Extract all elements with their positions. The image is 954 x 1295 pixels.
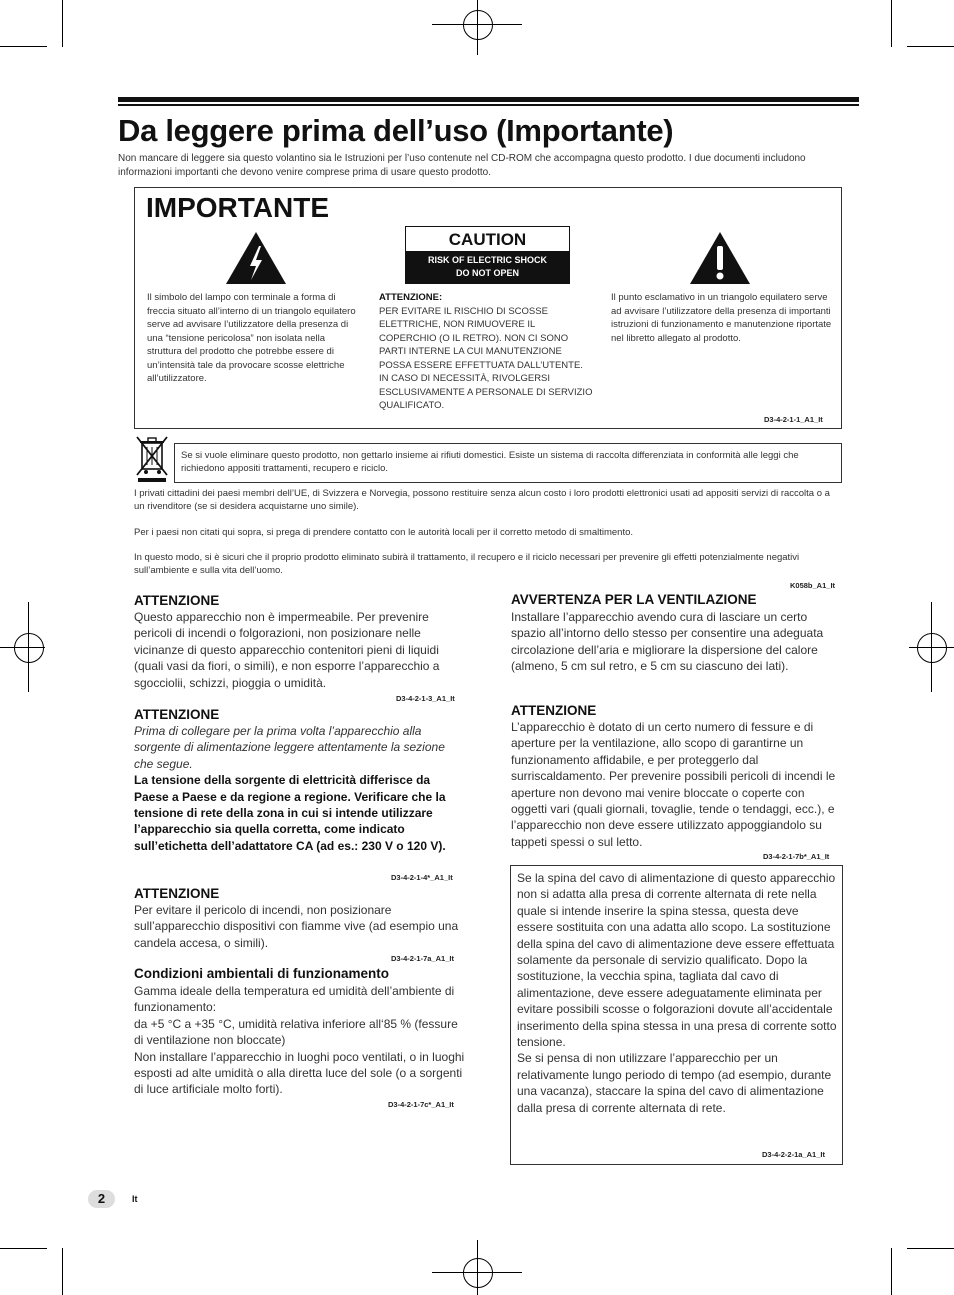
- caution-description-text: PER EVITARE IL RISCHIO DI SCOSSE ELETTRICHE, NON RIMUOVERE IL COPERCHIO (O IL RETRO). NON CI SONO PARTI INTERNE LA CUI MANUTENZIONE POSSA ESSERE EFFETTUATA DALL’UTENTE. IN CASO DI NECESSITÀ, RIVOLGERSI ESCLUSIVAMENTE A PERSONALE DI SERVIZIO QUALIFICATO.: [379, 305, 593, 411]
- section-heading: ATTENZIONE: [134, 593, 220, 608]
- header-rule-thick: [118, 97, 859, 102]
- page-title: Da leggere prima dell’uso (Importante): [118, 113, 674, 148]
- doc-code: D3-4-2-1-3_A1_It: [396, 694, 455, 703]
- exclamation-symbol-description: Il punto esclamativo in un triangolo equilatero serve ad avvisare l’utilizzatore della presenza di importanti istruzioni di funzionamento e manutenzione riportate nel libretto allegato al prodotto.: [611, 292, 832, 344]
- doc-code: K058b_A1_It: [790, 581, 836, 590]
- important-heading: IMPORTANTE: [146, 192, 330, 223]
- plug-notice-text: Se la spina del cavo di alimentazione di questo apparecchio non si adatta alla presa di corrente alternata di rete nella quale si intende inserire la spina stessa, questa deve essere sostituita con una adatta allo scopo. La sostituzione della spina del cavo di alimentazione deve essere effettuata solamente da personale di servizio qualificato. Dopo la sostituzione, la vecchia spina, tagliata dal cavo di alimentazione, deve essere adeguatamente eliminata per evitare possibili scosse o folgorazioni dovute all’accidentale inserimento della spina stessa in una presa di corrente sotto tensione. Se si pensa di non utilizzare l’apparecchio per un relativamente lungo periodo di tempo (ad esempio, durante una vacanza), staccare la spina del cavo di alimentazione dalla presa di corrente alternata di rete.: [517, 871, 837, 1115]
- caution-label: [405, 226, 570, 284]
- crossed-bin-icon: [135, 433, 169, 483]
- lightning-symbol-description: Il simbolo del lampo con terminale a forma di freccia situato all’interno di un triangolo equilatero serve ad avvisare l’utilizzatore della presenza di una “tensione pericolosa” non isolata nella struttura del prodotto che potrebbe essere di un’intensità tale da provocare scosse elettriche all’utilizzatore.: [147, 292, 356, 384]
- section-heading: AVVERTENZA PER LA VENTILAZIONE: [511, 592, 757, 607]
- caution-title: CAUTION: [406, 227, 569, 251]
- header-rule-thin: [118, 104, 859, 106]
- waste-paragraph-2: Per i paesi non citati qui sopra, si prega di prendere contatto con le autorità locali per il corretto metodo di smaltimento.: [134, 527, 634, 538]
- waste-disposal-box: Se si vuole eliminare questo prodotto, non gettarlo insieme ai rifiuti domestici. Esiste un sistema di raccolta differenziata in conformità alle leggi che richiedono appositi trattamenti, recupero e riciclo.: [174, 443, 842, 483]
- voltage-warning-intro: Prima di collegare per la prima volta l’apparecchio alla sorgente di alimentazione leggere attentamente la sezione che segue.: [134, 724, 445, 771]
- doc-code: D3-4-2-1-7b*_A1_It: [763, 852, 830, 861]
- flame-warning-text: Per evitare il pericolo di incendi, non posizionare sull’apparecchio dispositivi con fiamme vive (ad esempio una candela accesa, o simili).: [134, 903, 459, 950]
- page-number: 2: [88, 1190, 115, 1208]
- waste-paragraph-3: In questo modo, si è sicuri che il proprio prodotto eliminato subirà il trattamento, il recupero e il riciclo necessari per prevenire gli effetti potenzialmente negativi sull’ambiente e sulla vita dell’uomo.: [134, 552, 800, 576]
- doc-code: D3-4-2-2-1a_A1_It: [762, 1150, 825, 1159]
- waste-paragraph-1: I privati cittadini dei paesi membri dell’UE, di Svizzera e Norvegia, possono restituire senza alcun costo i loro prodotti elettronici usati ad appositi servizi di raccolta o a un rivenditore (se si desidera acquistarne uno simile).: [134, 488, 830, 512]
- language-code: It: [132, 1194, 138, 1204]
- voltage-warning-text: [134, 723, 466, 854]
- doc-code: D3-4-2-1-7a_A1_It: [391, 954, 454, 963]
- intro-text: Non mancare di leggere sia questo volantino sia le Istruzioni per l’uso contenute nel CD-ROM che accompagna questo prodotto. I due documenti includono informazioni importanti che devono venire comprese prima di usare questo prodotto.: [118, 153, 806, 178]
- exclamation-triangle-icon: [688, 230, 752, 286]
- caution-description-label: ATTENZIONE:: [379, 292, 443, 303]
- section-heading: ATTENZIONE: [134, 707, 220, 722]
- voltage-warning-bold: La tensione della sorgente di elettricità differisce da Paese a Paese e da regione a regione. Verificare che la tensione di rete della zona in cui si intende utilizzare l’apparecchio sia quella corretta, come indicato sull’etichetta dell’adattatore CA (ad es.: 230 V o 120 V).: [134, 773, 446, 853]
- doc-code: D3-4-2-1-7c*_A1_It: [388, 1100, 454, 1109]
- doc-code: D3-4-2-1-4*_A1_It: [391, 873, 453, 882]
- section-heading: ATTENZIONE: [511, 703, 597, 718]
- waterproof-warning-text: Questo apparecchio non è impermeabile. Per prevenire pericoli di incendi o folgorazioni, non posizionare nelle vicinanze di questo apparecchio contenitori pieni di liquidi (quali vasi da fiori, o simili), e non esporre l’apparecchio a sgocciolii, schizzi, pioggia o umidità.: [134, 610, 440, 690]
- openings-warning-text: L’apparecchio è dotato di un certo numero di fessure e di aperture per la ventilazione, allo scopo di garantirne un funzionamento affidabile, e per proteggerlo dal surriscaldamento. Per prevenire possibili pericoli di incendi le aperture non devono mai venire bloccate o coperte con oggetti vari (quali giornali, tovaglie, tende o tendaggi, ecc.), e l’apparecchio non deve essere utilizzato appoggiandolo su tappeti spessi o sul letto.: [511, 720, 836, 849]
- operating-conditions-text: Gamma ideale della temperatura ed umidità dell’ambiente di funzionamento: da +5 °C a +35 °C, umidità relativa inferiore all‘85 % (fessure di ventilazione non bloccate) Non installare l’apparecchio in luoghi poco ventilati, o in luoghi esposti ad alte umidità o alla diretta luce del sole (o a sorgenti di luce artificiale molto forti).: [134, 984, 465, 1097]
- doc-code: D3-4-2-1-1_A1_It: [764, 415, 823, 424]
- ventilation-warning-text: Installare l’apparecchio avendo cura di lasciare un certo spazio all’intorno dello stesso per consentire una adeguata circolazione dell’aria e migliorare la dispersione del calore (almeno, 5 cm sul retro, e 5 cm su ciascuno dei lati).: [511, 610, 824, 674]
- caution-subtitle: RISK OF ELECTRIC SHOCK DO NOT OPEN: [406, 251, 569, 283]
- section-heading: ATTENZIONE: [134, 886, 220, 901]
- lightning-triangle-icon: [224, 230, 288, 286]
- caution-description: [379, 291, 594, 413]
- section-heading: Condizioni ambientali di funzionamento: [134, 966, 389, 981]
